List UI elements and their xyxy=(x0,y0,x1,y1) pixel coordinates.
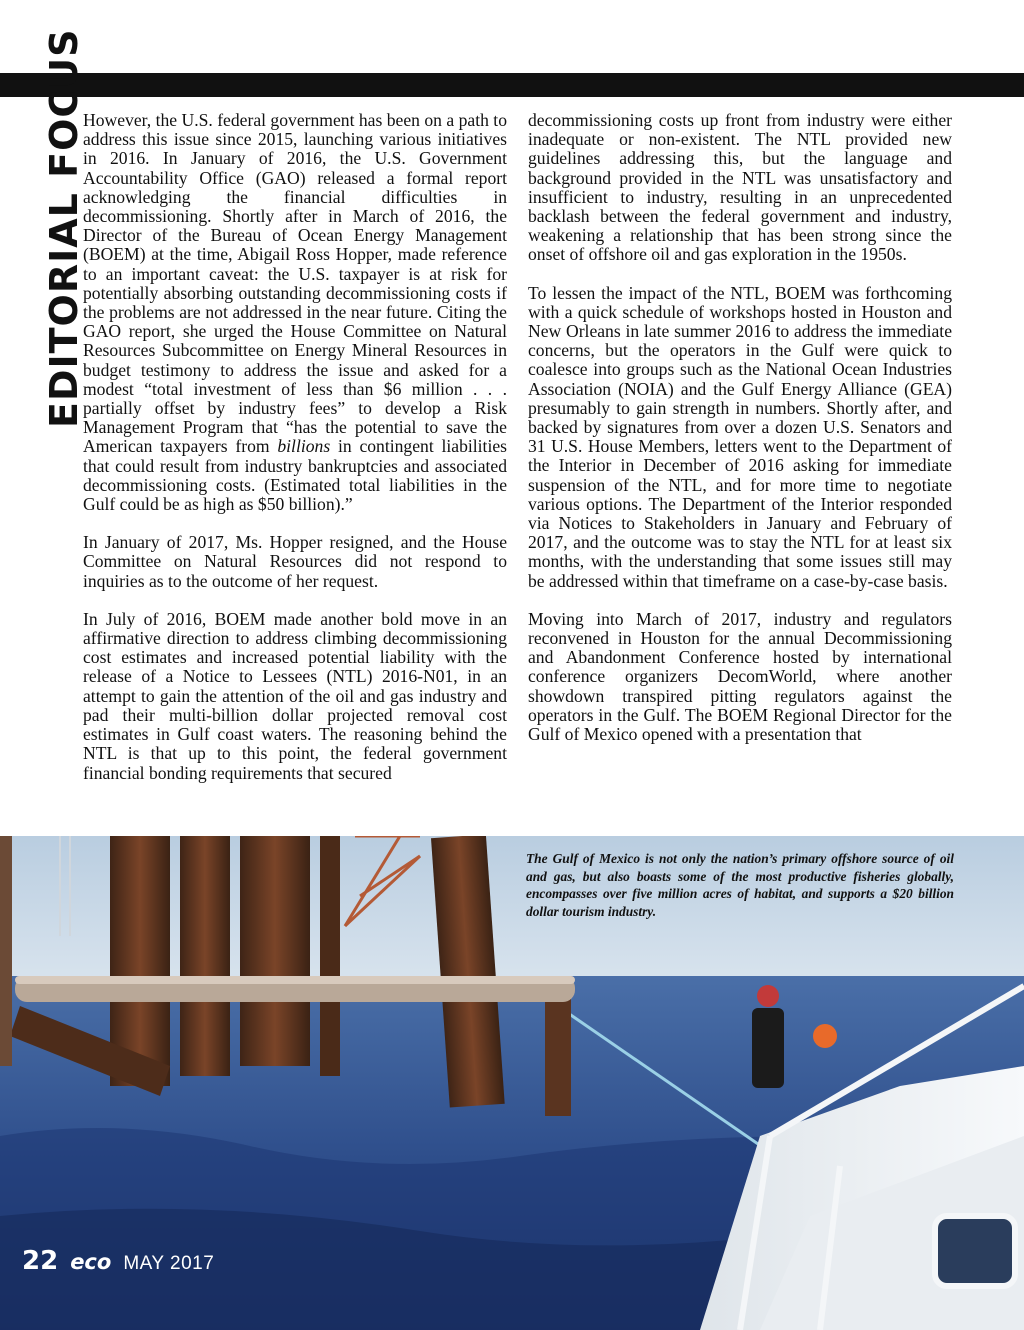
paragraph: To lessen the impact of the NTL, BOEM was forthcoming with a quick schedule of workshops hosted in Houston and New Orleans in late summer 2016 to address the immediate concerns, but the operators in the Gulf were quick to coalesce into groups such as the National Ocean Industries Association (NOIA) and the Gulf Energy Alliance (GEA) presumably to gain strength in numbers. Shortly after, and backed by signatures from over a dozen U.S. Senators and 31 U.S. House Members, letters went to the Department of the Interior in December of 2016 asking for immediate suspension of the NTL, and for more time to negotiate various options. The Department of the Interior responded via Notices to Stakeholders in January and February of 2017, and the outcome was to stay the NTL for at least six months, with the understanding that some issues still may be addressed within that timeframe on a case-by-case basis. xyxy=(528,282,952,591)
article-column-right xyxy=(528,111,952,744)
paragraph xyxy=(83,111,507,514)
paragraph: In January of 2017, Ms. Hopper resigned, and the House Committee on Natural Resources did not respond to inquiries as to the outcome of her request. xyxy=(83,532,507,591)
paragraph: In July of 2016, BOEM made another bold move in an affirmative direction to address climbing decommissioning cost estimates and increased potential liability with the release of a Notice to Lessees (NTL) 2016-N01, in an attempt to gain the attention of the oil and gas industry and pad their multi-billion dollar projected removal cost estimates in Gulf coast waters. The reasoning behind the NTL is that up to this point, the federal government financial bonding requirements that secured xyxy=(83,608,507,783)
section-title: EDITORIAL FOCUS xyxy=(42,28,86,428)
section-title-block xyxy=(0,0,84,440)
emphasis-text: billions xyxy=(277,436,331,457)
paragraph: Moving into March of 2017, industry and regulators reconvened in Houston for the annual Decommissioning and Abandonment Conference hosted by international conference organizers DecomWorld, where another showdown transpired pitting regulators against the operators in the Gulf. The BOEM Regional Director for the Gulf of Mexico opened with a presentation that xyxy=(528,608,952,745)
article-column-left xyxy=(83,111,507,783)
page-footer xyxy=(22,1246,214,1280)
publication-name: eco xyxy=(70,1250,112,1274)
paragraph-text: in contingent liabilities that could result from industry bankruptcies and associated decommissioning costs. (Estimated total liabilities in the Gulf could be as high as $50 billion).” xyxy=(83,436,507,515)
paragraph: decommissioning costs up front from industry were either inadequate or non-existent. The NTL provided new guidelines addressing this, but the language and background provided in the NTL was unsatisfactory and insufficient to industry, resulting in an unprecedented backlash between the federal government and industry, weakening a relationship that has been strong since the onset of offshore oil and gas exploration in the 1950s. xyxy=(528,110,952,265)
paragraph-text: However, the U.S. federal government has been on a path to address this issue since 2015, launching various initiatives in 2016. In January of 2016, the U.S. Government Accountability Office (GAO) released a formal report acknowledging the financial difficulties in decommissioning. Shortly after in March of 2016, the Director of the Bureau of Ocean Energy Management (BOEM) at the time, Abigail Ross Hopper, made reference to an important caveat: the U.S. taxpayer is at risk for potentially absorbing outstanding decommissioning costs if the problems are not addressed in the near future. Citing the GAO report, she urged the House Committee on Natural Resources Subcommittee on Energy Mineral Resources in budget testimony to address the issue and asked for a modest “total investment of less than $6 million . . . partially offset by industry fees” to develop a Risk Management Program that “has the potential to save the American taxpayers from xyxy=(83,110,507,457)
header-rule xyxy=(0,73,1024,97)
page-number: 22 xyxy=(22,1246,59,1276)
photo-caption: The Gulf of Mexico is not only the nation’s primary offshore source of oil and gas, but also boasts some of the most productive fisheries globally, encompasses over five million acres of habitat, and supports a $20 billion dollar tourism industry. xyxy=(526,851,954,919)
issue-date: MAY 2017 xyxy=(123,1253,215,1274)
